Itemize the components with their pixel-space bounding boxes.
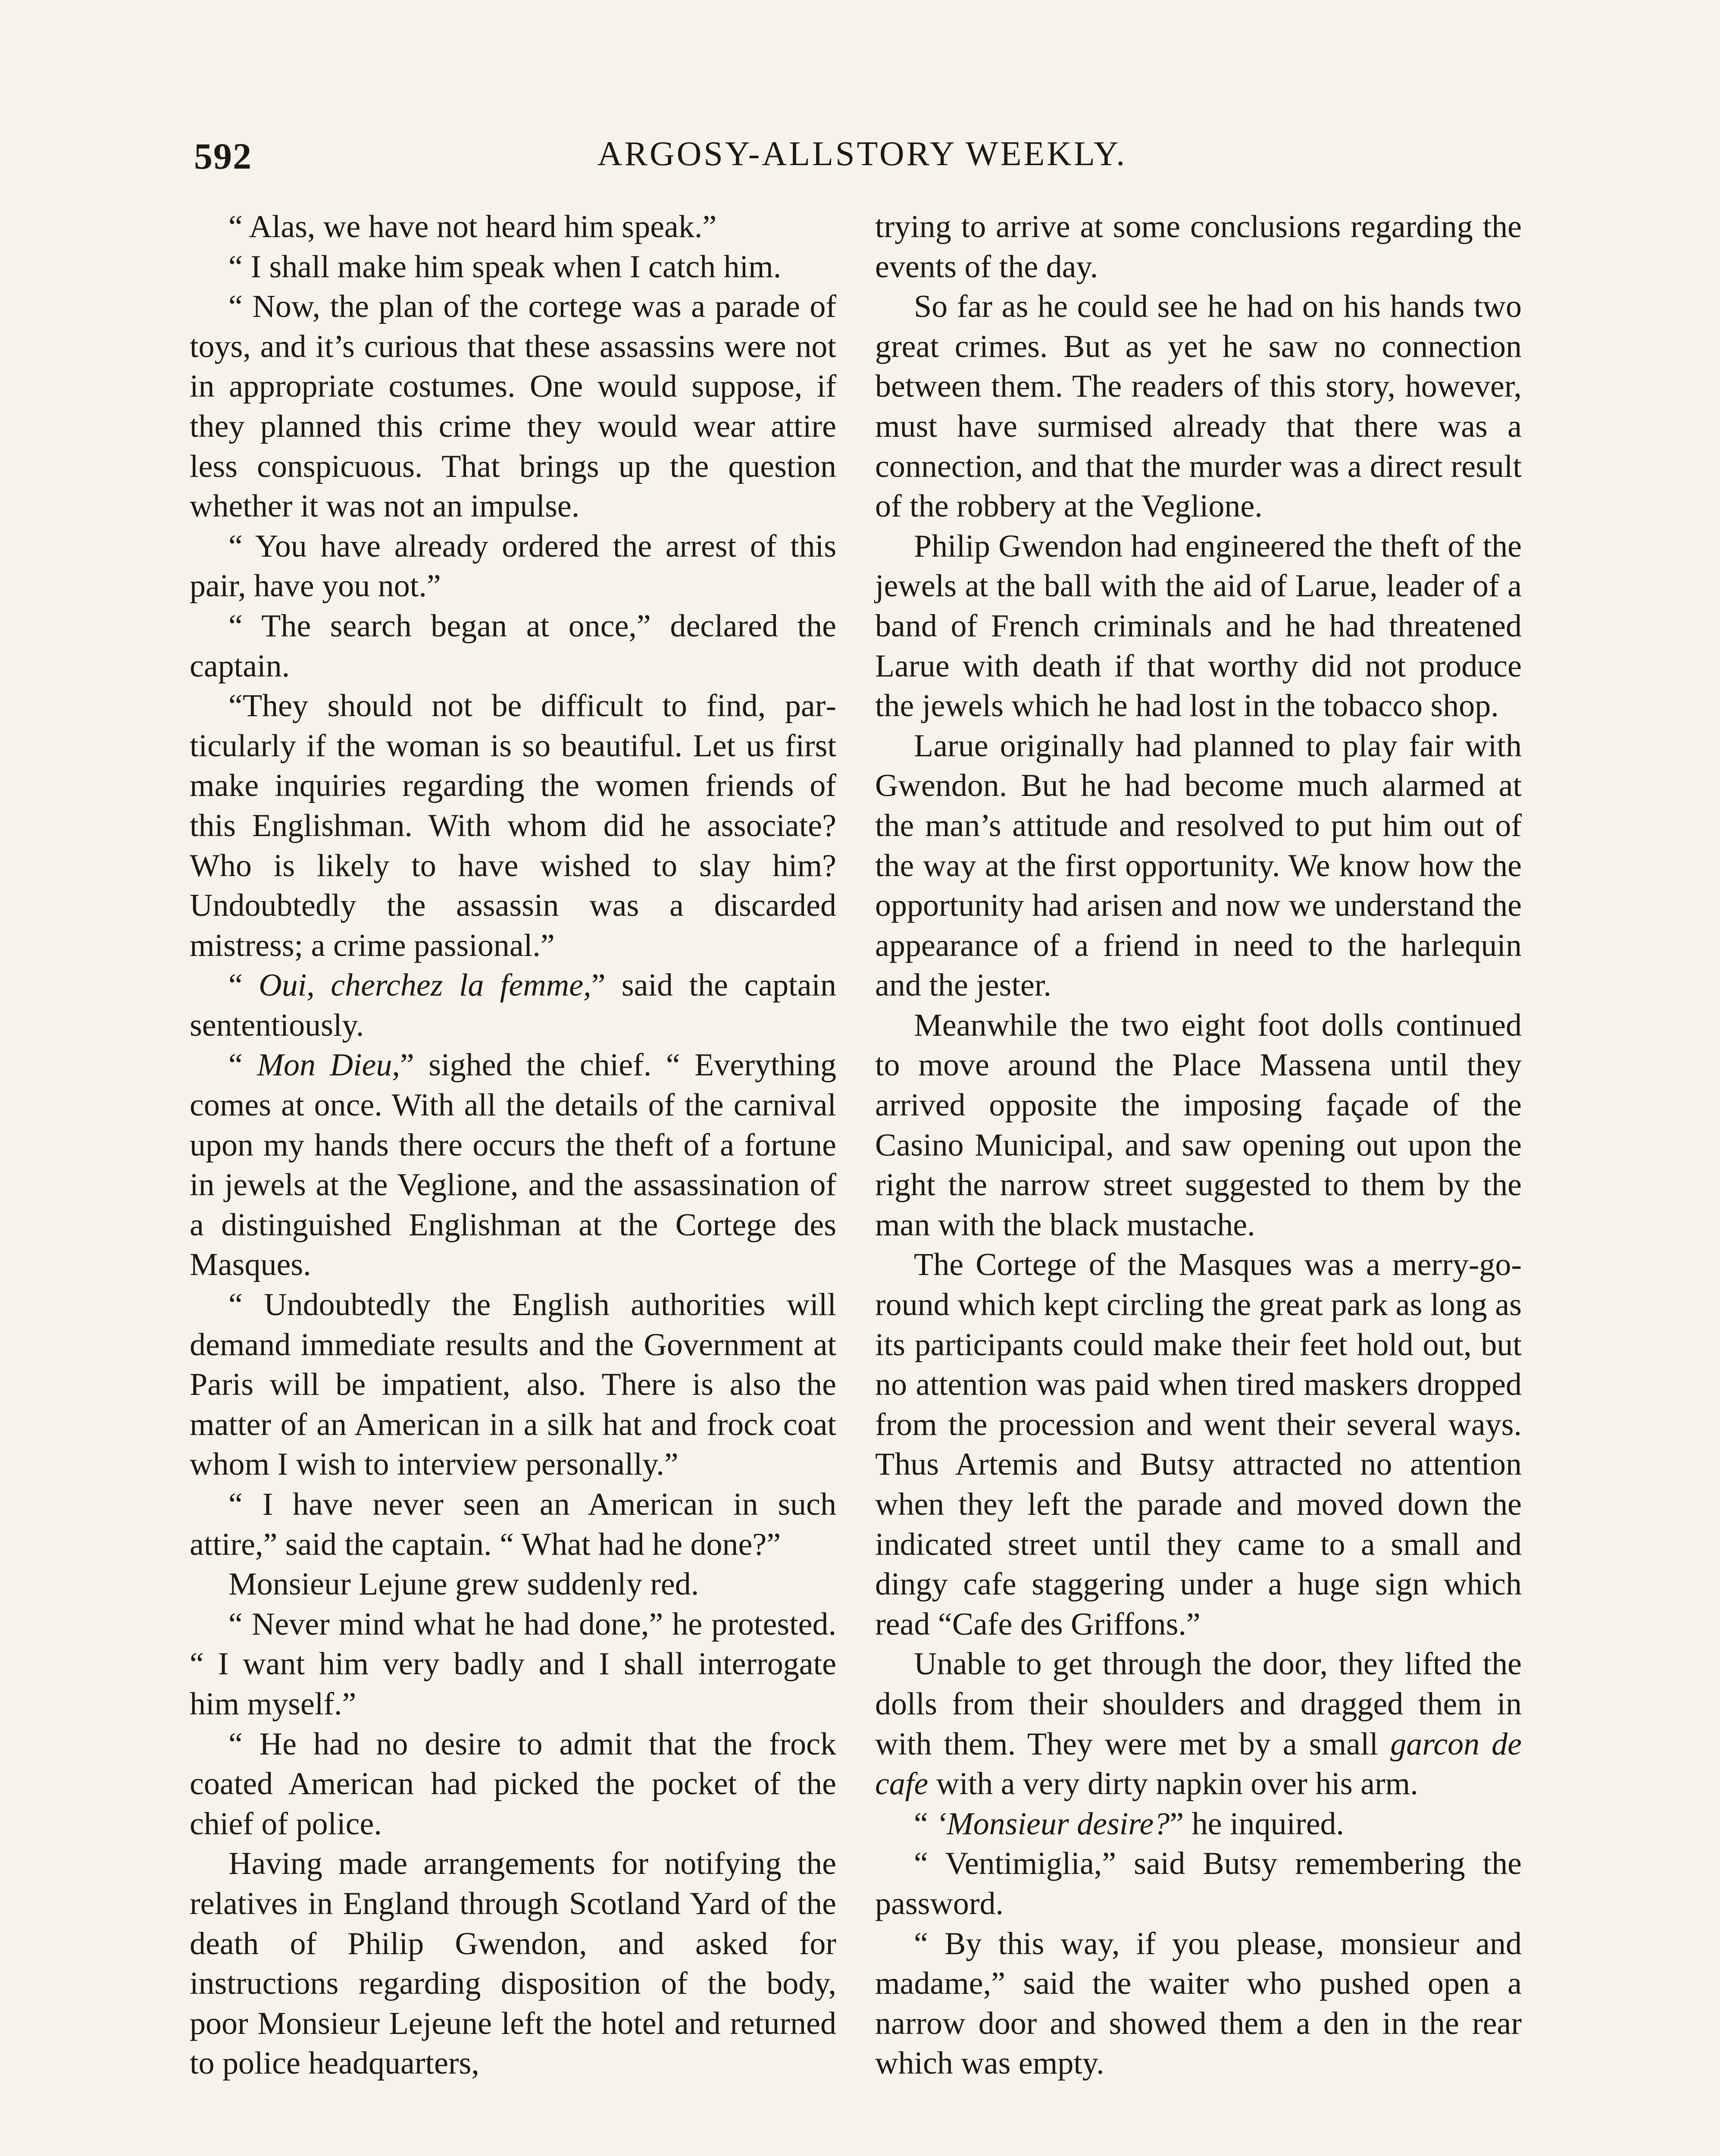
paragraph: Monsieur Lejune grew suddenly red. bbox=[228, 1567, 699, 1602]
paragraph: “They should not be difficult to find, particularly if the woman is so beautiful. Let us first make inquiries regarding the women friends of this Englishman. With whom did he associate? Who is likely to have wished to slay him? Undoubtedly the assassin was a discarded mistress; a crime passional.” bbox=[190, 688, 836, 963]
paragraph: “ Undoubtedly the English authorities will demand immediate results and the Government at Paris will be impatient, also. There is also the matter of an American in a silk hat and frock coat whom I wish to interview personally.” bbox=[190, 1287, 836, 1482]
italic-phrase: Mon Dieu, bbox=[257, 1047, 400, 1083]
paragraph: “ ‘Monsieur desire?” he inquired. bbox=[914, 1806, 1345, 1842]
paragraph: Philip Gwendon had engineered the theft of the jewels at the ball with the aid of Larue, leader of a band of French criminals and he had threatened Larue with death if that worthy did not produce the jewels which he had lost in the tobacco shop. bbox=[875, 528, 1522, 724]
page-header bbox=[194, 135, 1530, 186]
paragraph: Meanwhile the two eight foot dolls continued to move around the Place Massena until they arrived opposite the imposing façade of the Casino Municipal, and saw opening out upon the right the narrow street suggested to them by the man with the black mustache. bbox=[875, 1007, 1522, 1243]
page-number: 592 bbox=[194, 135, 252, 177]
paragraph-continued: trying to arrive at some conclusions regarding the events of the day. bbox=[875, 209, 1522, 285]
paragraph: “ By this way, if you please, monsieur and madame,” said the waiter who pushed open a narrow door and showed them a den in the rear which was empty. bbox=[875, 1926, 1522, 2081]
paragraph: “ He had no desire to admit that the frock coated American had picked the pocket of the chief of police. bbox=[190, 1726, 836, 1842]
paragraph: “ I shall make him speak when I catch him. bbox=[228, 249, 782, 285]
paragraph: So far as he could see he had on his hands two great crimes. But as yet he saw no connection between them. The readers of this story, however, must have surmised already that there was a connection, and that the murder was a direct result of the robbery at the Veglione. bbox=[875, 289, 1522, 524]
paragraph: The Cortege of the Masques was a merry-go-round which kept circling the great park as long as its participants could make their feet hold out, but no attention was paid when tired maskers dropped from the procession and went their several ways. Thus Artemis and Butsy attracted no attention when they left the parade and moved down the indicated street until they came to a small and dingy cafe staggering under a huge sign which read “Cafe des Griffons.” bbox=[875, 1247, 1522, 1642]
paragraph: “ The search began at once,” declared the captain. bbox=[190, 608, 836, 684]
magazine-title: ARGOSY-ALLSTORY WEEKLY. bbox=[597, 135, 1127, 173]
paragraph: “ Oui, cherchez la femme,” said the captain sententiously. bbox=[190, 968, 836, 1043]
paragraph: Unable to get through the door, they lifted the dolls from their shoulders and dragged them in with them. They were met by a small garcon de cafe with a very dirty napkin over his arm. bbox=[875, 1646, 1522, 1802]
paragraph: “ Now, the plan of the cortege was a parade of toys, and it’s curious that these assassins were not in appropriate costumes. One would suppose, if they planned this crime they would wear attire less conspicuous. That brings up the question whether it was not an impulse. bbox=[190, 289, 836, 524]
paragraph: “ I have never seen an American in such attire,” said the captain. “ What had he done?” bbox=[190, 1487, 836, 1562]
paragraph: “ Mon Dieu,” sighed the chief. “ Everything comes at once. With all the details of the carnival upon my hands there occurs the theft of a fortune in jewels at the Veglione, and the assassination of a distinguished Englishman at the Cortege des Masques. bbox=[190, 1047, 836, 1283]
paragraph: “ You have already ordered the arrest of this pair, have you not.” bbox=[190, 528, 836, 604]
left-column bbox=[190, 207, 836, 2084]
paragraph: “ Never mind what he had done,” he protested. “ I want him very badly and I shall interrogate him myself.” bbox=[190, 1606, 836, 1722]
paragraph: Larue originally had planned to play fair with Gwendon. But he had become much alarmed at the man’s attitude and resolved to put him out of the way at the first opportunity. We know how the opportunity had arisen and now we understand the appearance of a friend in need to the harlequin and the jester. bbox=[875, 728, 1522, 1003]
paragraph: “ Ventimiglia,” said Butsy remembering the password. bbox=[875, 1846, 1522, 1921]
paragraph: “ Alas, we have not heard him speak.” bbox=[228, 209, 717, 244]
right-column bbox=[875, 207, 1522, 2084]
italic-phrase: Oui, cherchez la femme, bbox=[259, 968, 591, 1003]
italic-phrase: garcon de cafe bbox=[875, 1726, 1522, 1802]
italic-phrase: ‘Monsieur desire? bbox=[936, 1806, 1170, 1842]
paragraph: Having made arrangements for notifying the relatives in England through Scotland Yard of the death of Philip Gwendon, and asked for instructions regarding disposition of the body, poor Monsieur Lejeune left the hotel and returned to police headquarters, bbox=[190, 1846, 836, 2081]
